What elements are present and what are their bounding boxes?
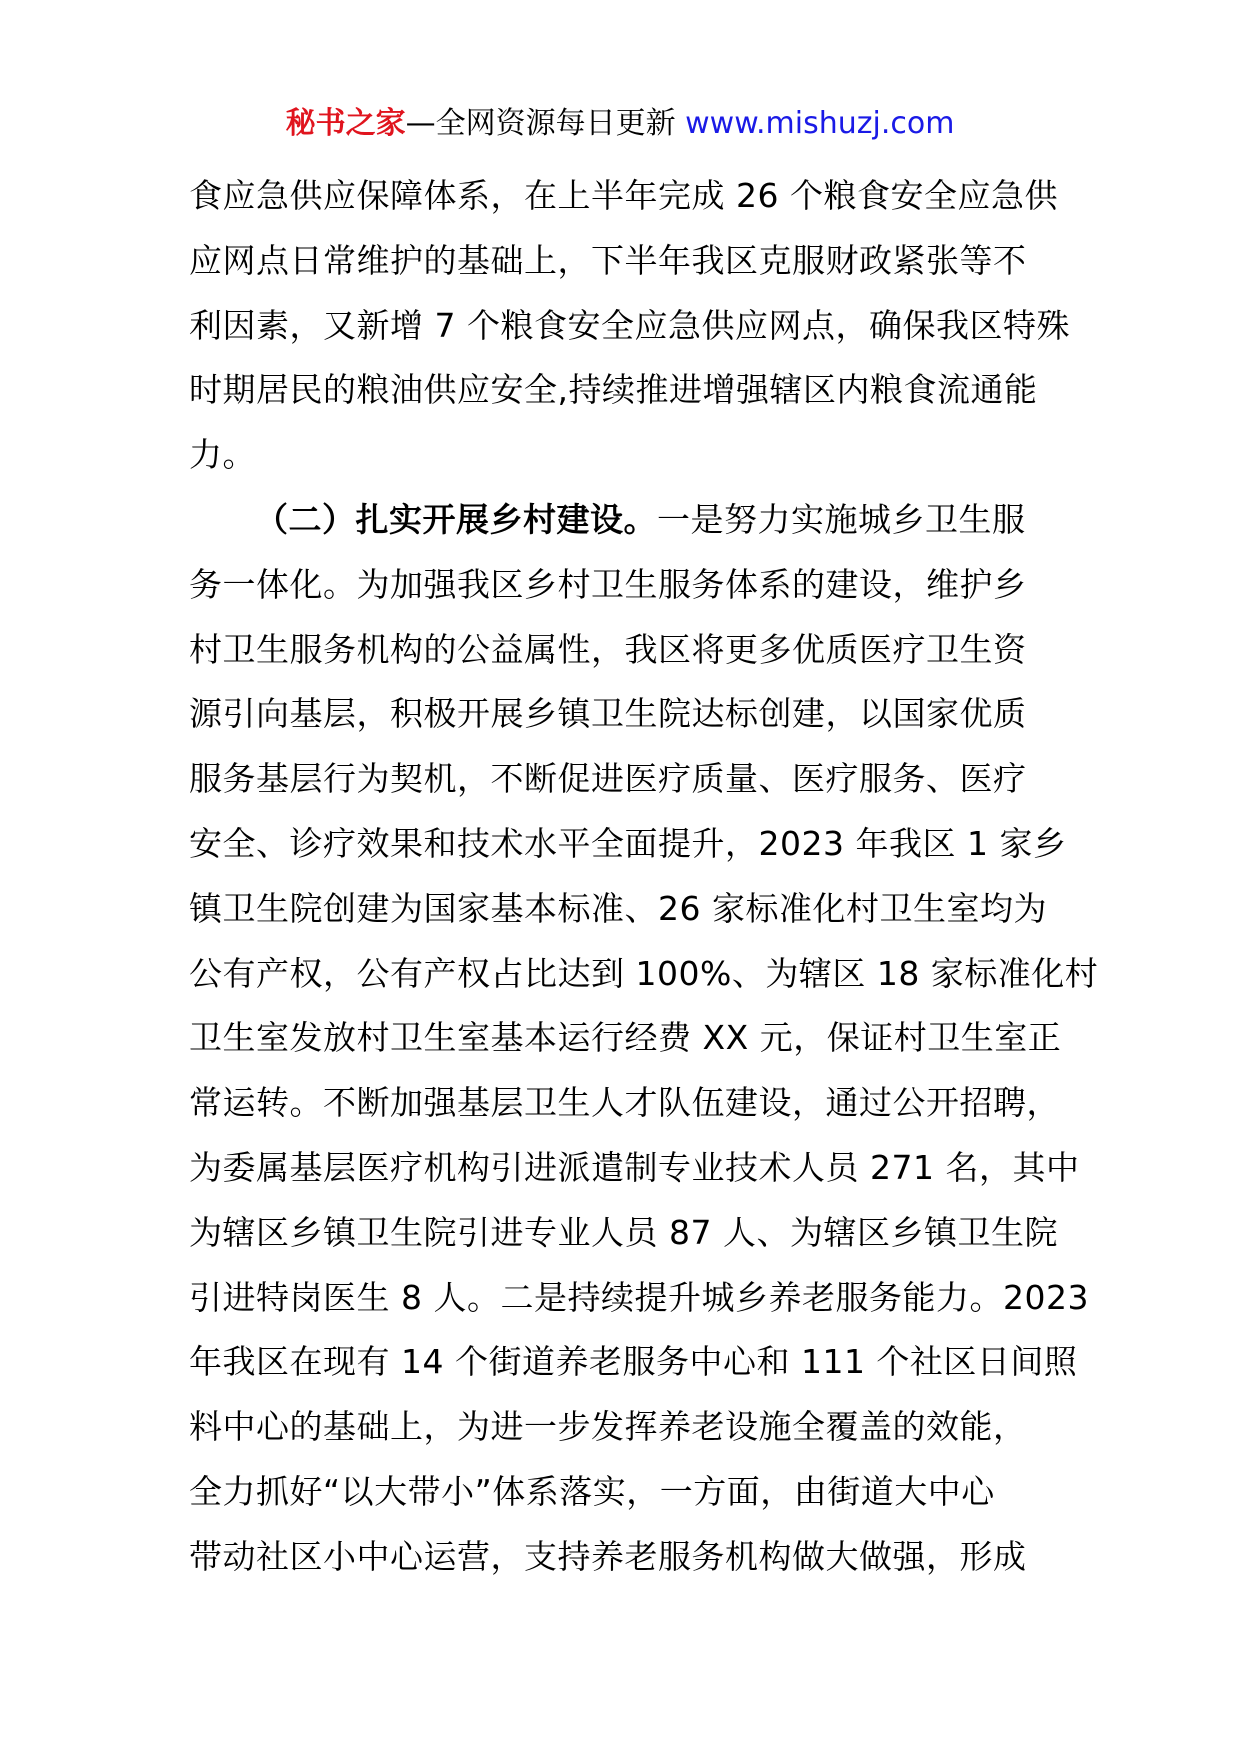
body-line: 力。 (189, 435, 256, 475)
body-line: 源引向基层，积极开展乡镇卫生院达标创建，以国家优质 (189, 694, 1027, 734)
body-line: 全力抓好“以大带小”体系落实，一方面，由街道大中心 (189, 1471, 995, 1511)
body-line: 公有产权，公有产权占比达到 100%、为辖区 18 家标准化村 (189, 953, 1099, 993)
section-heading-line (189, 488, 1069, 553)
body-line: 服务基层行为契机，不断促进医疗质量、医疗服务、医疗 (189, 759, 1027, 799)
header-url[interactable]: www.mishuzj.com (685, 106, 955, 141)
body-line: 食应急供应保障体系，在上半年完成 26 个粮食安全应急供 (189, 176, 1058, 215)
header-tagline: —全网资源每日更新 (405, 106, 686, 141)
body-line: 引进特岗医生 8 人。二是持续提升城乡养老服务能力。2023 (189, 1277, 1089, 1317)
body-line: 时期居民的粮油供应安全,持续推进增强辖区内粮食流通能 (189, 370, 1038, 410)
body-line: 为委属基层医疗机构引进派遣制专业技术人员 271 名，其中 (189, 1147, 1080, 1187)
section-heading-rest: 一是努力实施城乡卫生服 (657, 499, 1026, 539)
body-line: 为辖区乡镇卫生院引进专业人员 87 人、为辖区乡镇卫生院 (189, 1212, 1058, 1252)
body-line: 利因素，又新增 7 个粮食安全应急供应网点，确保我区特殊 (189, 305, 1070, 345)
section-heading: （二）扎实开展乡村建设。 (255, 499, 657, 539)
body-line: 务一体化。为加强我区乡村卫生服务体系的建设，维护乡 (189, 564, 1027, 604)
body-line: 村卫生服务机构的公益属性，我区将更多优质医疗卫生资 (189, 629, 1027, 669)
body-line: 镇卫生院创建为国家基本标准、26 家标准化村卫生室均为 (189, 888, 1047, 928)
document-body (189, 164, 1099, 1590)
body-line: 年我区在现有 14 个街道养老服务中心和 111 个社区日间照 (189, 1342, 1078, 1382)
body-line: 卫生室发放村卫生室基本运行经费 XX 元，保证村卫生室正 (189, 1018, 1062, 1058)
body-line: 应网点日常维护的基础上，下半年我区克服财政紧张等不 (189, 240, 1027, 280)
body-line: 常运转。不断加强基层卫生人才队伍建设，通过公开招聘， (189, 1083, 1060, 1123)
header-brand: 秘书之家 (285, 106, 406, 141)
page-header (0, 104, 1240, 144)
body-line: 料中心的基础上，为进一步发挥养老设施全覆盖的效能， (189, 1407, 1027, 1447)
body-line: 带动社区小中心运营，支持养老服务机构做大做强，形成 (189, 1536, 1027, 1576)
body-line: 安全、诊疗效果和技术水平全面提升，2023 年我区 1 家乡 (189, 823, 1067, 863)
